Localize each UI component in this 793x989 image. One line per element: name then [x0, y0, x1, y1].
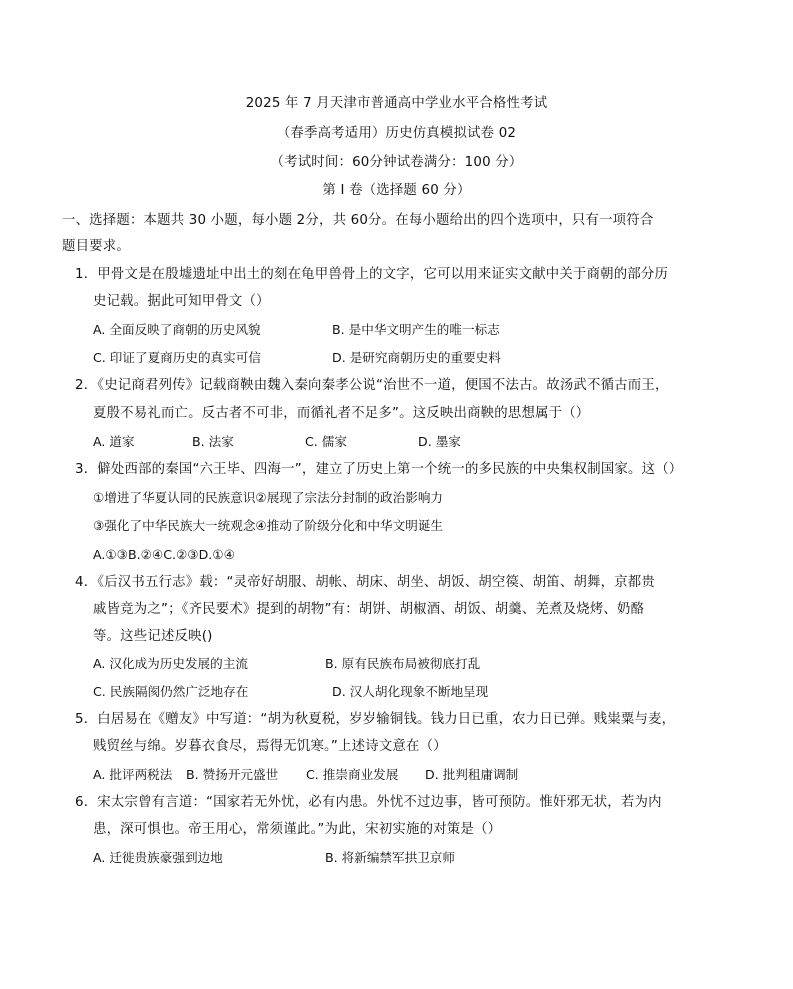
question-4-stem: 等。这些记述反映() — [93, 629, 213, 644]
question-4-option-b: B. 原有民族布局被彻底打乱 — [325, 656, 481, 671]
question-3-subitem: ①增进了华夏认同的民族意识②展现了宗法分封制的政治影响力 — [93, 490, 444, 505]
question-2-stem: 夏殷不易礼而亡。反古者不可非，而循礼者不足多”。这反映出商鞅的思想属于（） — [93, 406, 590, 421]
question-5-option-b: B. 赞扬开元盛世 — [186, 767, 279, 782]
question-2-option-d: D. 墨家 — [418, 434, 461, 449]
question-4-stem: 4．《后汉书五行志》载：“灵帝好胡服、胡帐、胡床、胡坐、胡饭、胡空篌、胡笛、胡舞，京都贵 — [75, 575, 655, 590]
question-6-option-a: A. 迁徙贵族豪强到边地 — [93, 850, 223, 865]
exam-subtitle: （春季高考适用）历史仿真模拟试卷 02 — [276, 126, 517, 141]
exam-title: 2025 年 7 月天津市普通高中学业水平合格性考试 — [245, 96, 548, 111]
exam-time-info: （考试时间：60分钟试卷满分：100 分） — [270, 155, 523, 170]
question-5-option-c: C. 推崇商业发展 — [306, 767, 399, 782]
question-6-stem: 6．宋太宗曾有言道：“国家若无外忧，必有内患。外忧不过边事，皆可预防。惟奸邪无状，若为内 — [75, 795, 662, 810]
question-2-option-c: C. 儒家 — [305, 434, 347, 449]
question-6-option-b: B. 将新编禁军拱卫京师 — [325, 850, 455, 865]
question-5-stem: 贱贸丝与绵。岁暮衣食尽，焉得无饥寒。”上述诗文意在（） — [93, 739, 447, 754]
question-3-subitem: ③强化了中华民族大一统观念④推动了阶级分化和中华文明诞生 — [93, 518, 444, 533]
question-4-option-c: C. 民族隔阂仍然广泛地存在 — [93, 684, 249, 699]
question-1-option-d: D. 是研究商朝历史的重要史料 — [332, 350, 501, 365]
instructions-line: 题目要求。 — [62, 239, 130, 254]
question-1-option-c: C. 印证了夏商历史的真实可信 — [93, 350, 261, 365]
question-4-option-a: A. 汉化成为历史发展的主流 — [93, 656, 248, 671]
question-1-stem: 史记载。据此可知甲骨文（） — [93, 294, 270, 309]
question-4-option-d: D. 汉人胡化现象不断地呈现 — [332, 684, 489, 699]
question-3-options: A.①③B.②④C.②③D.①④ — [93, 547, 235, 562]
question-2-option-b: B. 法家 — [192, 434, 234, 449]
question-3-stem: 3．僻处西部的秦国“六王毕、四海一”，建立了历史上第一个统一的多民族的中央集权制国家。这（） — [75, 462, 683, 477]
question-5-option-d: D. 批判租庸调制 — [425, 767, 519, 782]
question-2-option-a: A. 道家 — [93, 434, 135, 449]
question-1-option-b: B. 是中华文明产生的唯一标志 — [332, 322, 500, 337]
question-1-option-a: A. 全面反映了商朝的历史风貌 — [93, 322, 261, 337]
question-5-option-a: A. 批评两税法 — [93, 767, 173, 782]
question-4-stem: 戚皆竞为之”；《齐民要术》提到的胡物”有：胡饼、胡椒酒、胡饭、胡羹、羌煮及烧烤、奶酪 — [93, 602, 645, 617]
question-5-stem: 5．白居易在《赠友》中写道：“胡为秋夏税，岁岁输铜钱。钱力日已重，农力日已弹。贱粜粟与麦， — [75, 712, 676, 727]
question-1-stem: 1．甲骨文是在殷墟遗址中出土的刻在龟甲兽骨上的文字，它可以用来证实文献中关于商朝的部分历 — [75, 267, 669, 282]
question-2-stem: 2．《史记商君列传》记载商鞅由魏入秦向秦孝公说“治世不一道，便国不法古。故汤武不循古而王， — [75, 378, 669, 393]
section-heading: 第 I 卷（选择题 60 分） — [322, 183, 471, 198]
question-6-stem: 患，深可惧也。帝王用心，常须谨此。”为此，宋初实施的对策是（） — [93, 822, 502, 837]
instructions-line: 一、选择题：本题共 30 小题，每小题 2分，共 60分。在每小题给出的四个选项中，只有一项符合 — [62, 213, 654, 228]
